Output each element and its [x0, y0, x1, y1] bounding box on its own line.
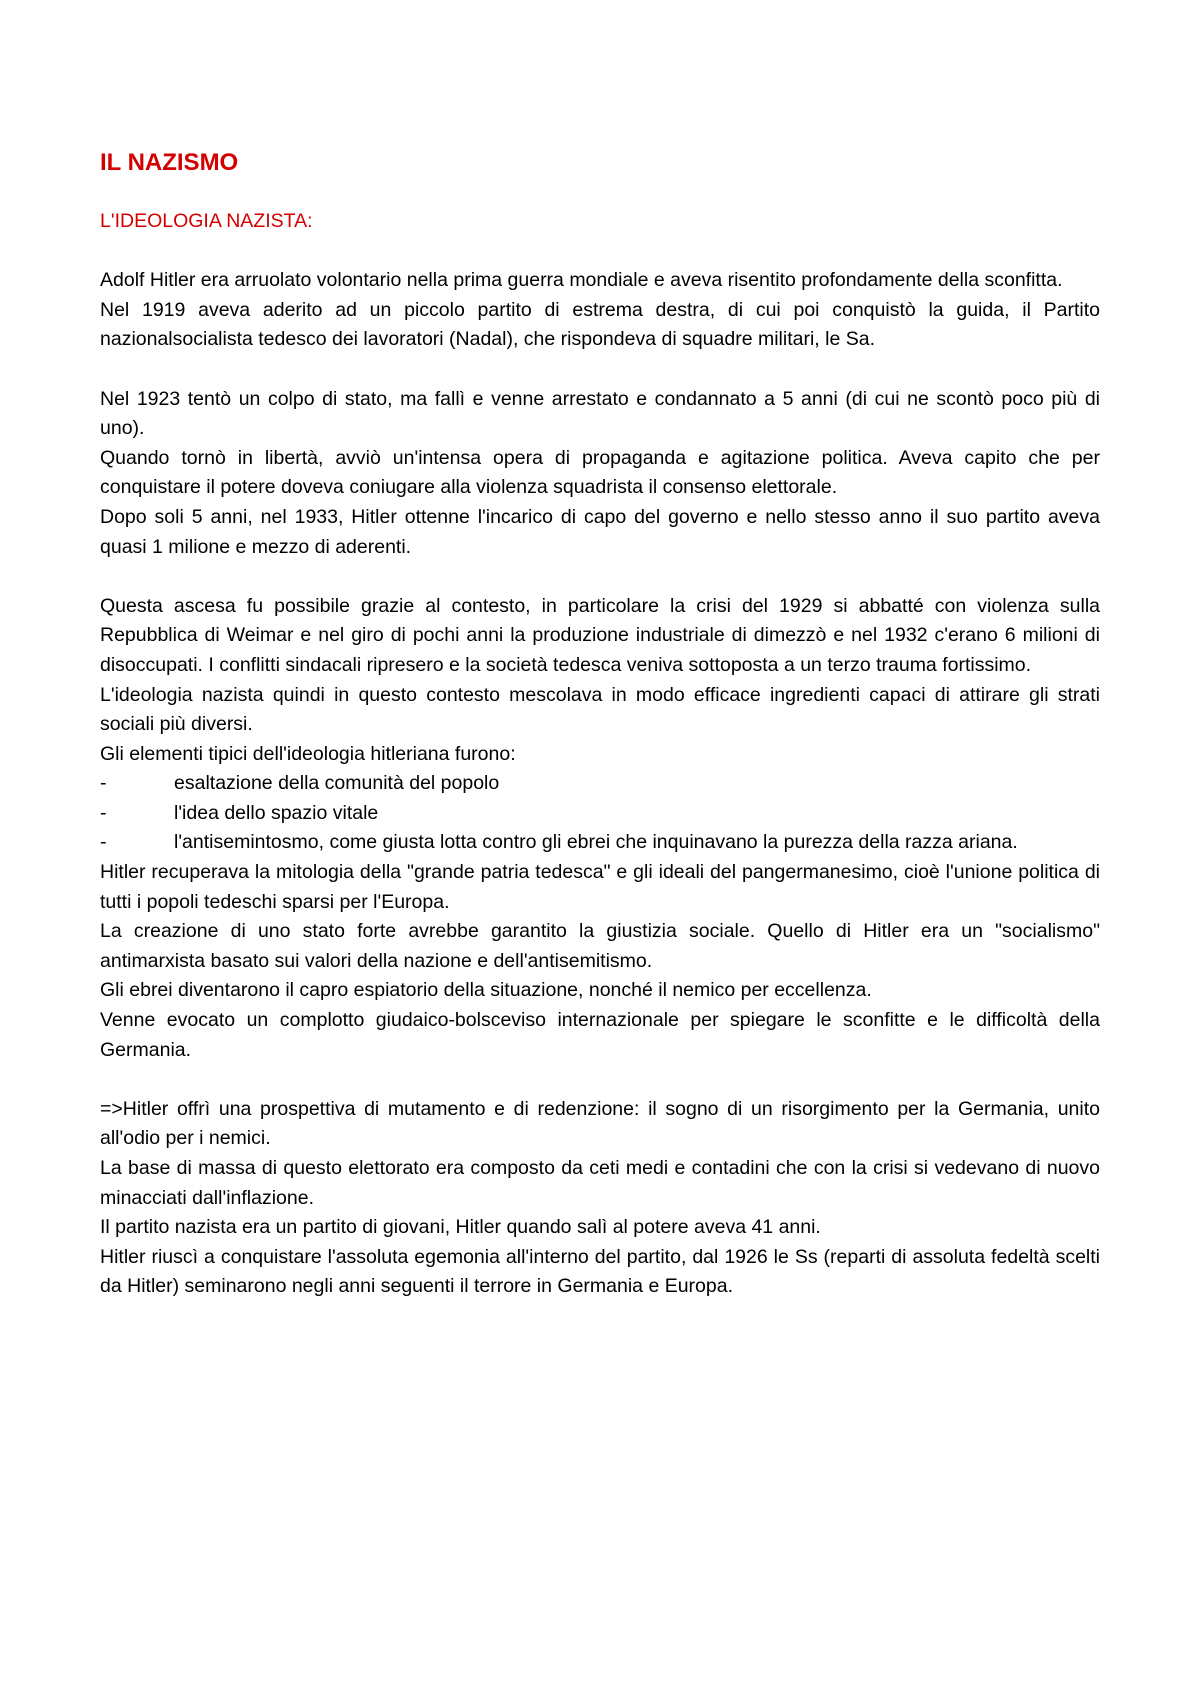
paragraph: Il partito nazista era un partito di giovani, Hitler quando salì al potere aveva 41 anni. — [100, 1216, 821, 1239]
paragraph: Hitler recuperava la mitologia della "grande patria tedesca" e gli ideali del pangermanesimo, cioè l'unione politica di tutti i popoli tedeschi sparsi per l'Europa. — [100, 861, 1100, 913]
list-item — [100, 799, 1100, 829]
paragraph-spacer — [100, 562, 1100, 592]
bullet-marker: - — [100, 772, 107, 795]
paragraph: Adolf Hitler era arruolato volontario nella prima guerra mondiale e aveva risentito profondamente della sconfitta. — [100, 269, 1063, 292]
list-item-text: l'antisemintosmo, come giusta lotta contro gli ebrei che inquinavano la purezza della razza ariana. — [174, 831, 1018, 854]
paragraph: Nel 1919 aveva aderito ad un piccolo partito di estrema destra, di cui poi conquistò la guida, il Partito nazionalsocialista tedesco dei lavoratori (Nadal), che rispondeva di squadre militari, le Sa. — [100, 298, 1100, 351]
paragraph-spacer — [100, 355, 1100, 385]
list-item — [100, 828, 1100, 858]
list-item-text: esaltazione della comunità del popolo — [174, 772, 500, 795]
paragraph: =>Hitler offrì una prospettiva di mutamento e di redenzione: il sogno di un risorgimento per la Germania, unito all'odio per i nemici. — [100, 1097, 1100, 1150]
document-page — [100, 148, 1100, 1302]
bullet-marker: - — [100, 831, 107, 854]
paragraph: La base di massa di questo elettorato era composto da ceti medi e contadini che con la crisi si vedevano di nuovo minacciati dall'inflazione. — [100, 1157, 1100, 1209]
section-heading: L'IDEOLOGIA NAZISTA: — [100, 210, 313, 232]
paragraph: Hitler riuscì a conquistare l'assoluta egemonia all'interno del partito, dal 1926 le Ss (reparti di assoluta fedeltà scelti da Hitler) seminarono negli anni seguenti il terrore in Germania e Europa. — [100, 1245, 1100, 1298]
paragraph: Gli ebrei diventarono il capro espiatorio della situazione, nonché il nemico per eccellenza. — [100, 979, 872, 1002]
list-item-text: l'idea dello spazio vitale — [174, 801, 379, 824]
paragraph-spacer — [100, 1065, 1100, 1095]
paragraph: Questa ascesa fu possibile grazie al contesto, in particolare la crisi del 1929 si abbatté con violenza sulla Repubblica di Weimar e nel giro di pochi anni la produzione industriale di dimezzò e nel 1932 c'erano 6 milioni di disoccupati. I conflitti sindacali ripresero e la società tedesca veniva sottoposta a un terzo trauma fortissimo. — [100, 594, 1100, 676]
bullet-marker: - — [100, 801, 107, 824]
paragraph: La creazione di uno stato forte avrebbe garantito la giustizia sociale. Quello di Hitler era un "socialismo" antimarxista basato sui valori della nazione e dell'antisemitismo. — [100, 920, 1100, 972]
paragraph: L'ideologia nazista quindi in questo contesto mescolava in modo efficace ingredienti capaci di attirare gli strati sociali più diversi. — [100, 683, 1100, 736]
paragraph: Nel 1923 tentò un colpo di stato, ma fallì e venne arrestato e condannato a 5 anni (di cui ne scontò poco più di uno). — [100, 387, 1100, 440]
paragraph: Dopo soli 5 anni, nel 1933, Hitler ottenne l'incarico di capo del governo e nello stesso anno il suo partito aveva quasi 1 milione e mezzo di aderenti. — [100, 505, 1100, 558]
paragraph: Gli elementi tipici dell'ideologia hitleriana furono: — [100, 742, 516, 765]
paragraph: Venne evocato un complotto giudaico-bolsceviso internazionale per spiegare le sconfitte e le difficoltà della Germania. — [100, 1009, 1100, 1061]
list-item — [100, 769, 1100, 799]
paragraph: Quando tornò in libertà, avviò un'intensa opera di propaganda e agitazione politica. Aveva capito che per conquistare il potere doveva coniugare alla violenza squadrista il consenso elettorale. — [100, 446, 1100, 499]
document-title: IL NAZISMO — [100, 149, 239, 176]
